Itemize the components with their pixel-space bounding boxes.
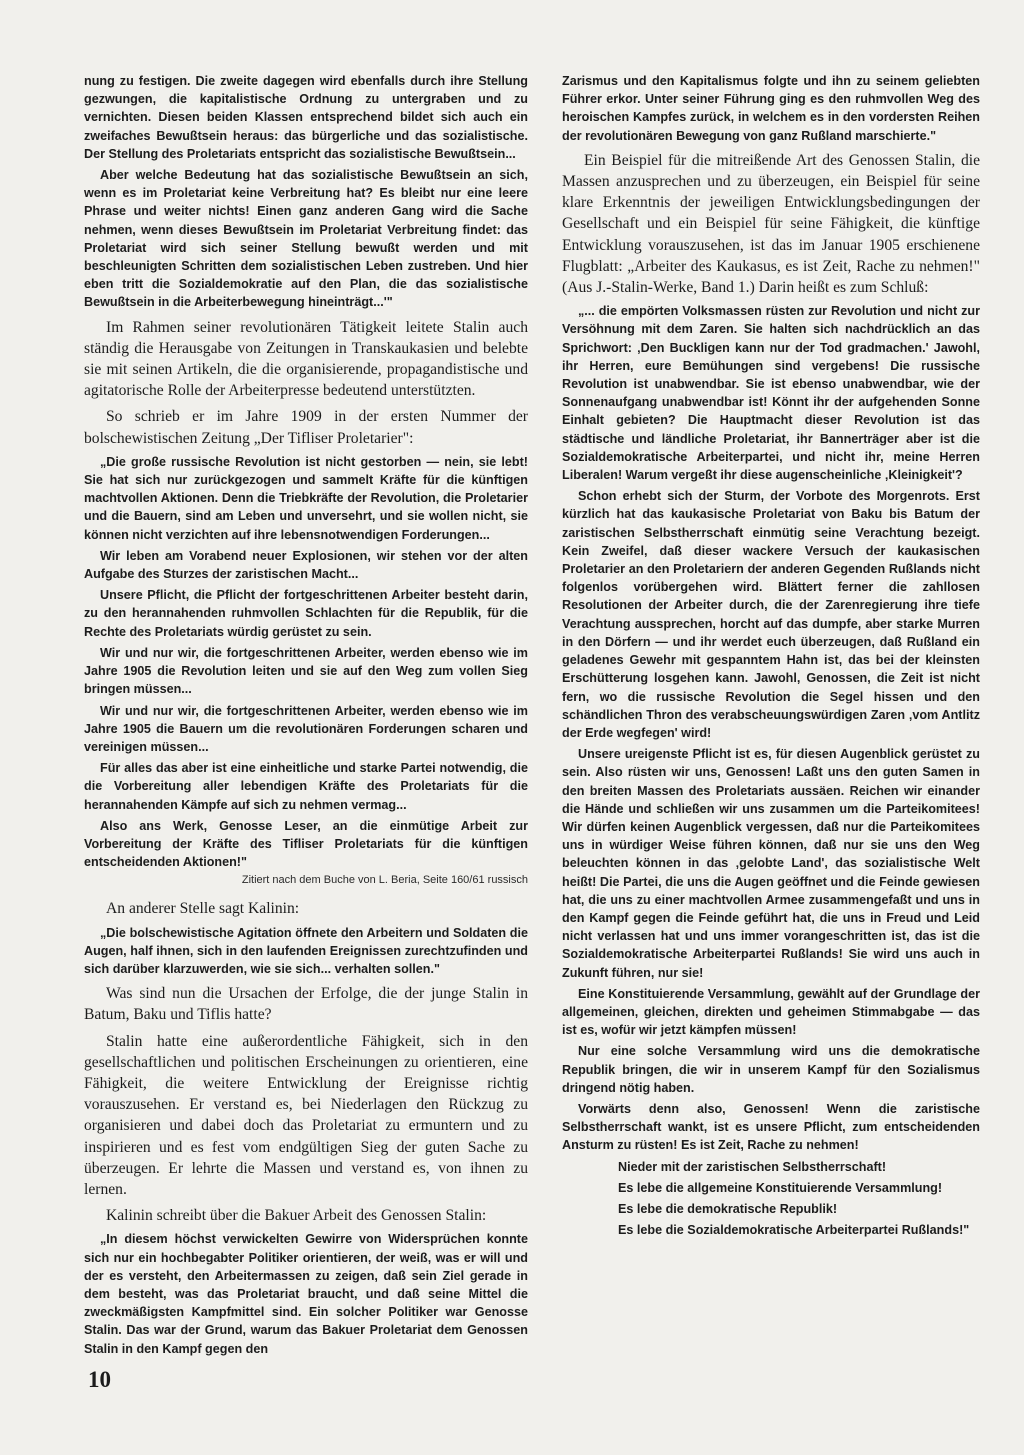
body-paragraph: Ein Beispiel für die mitreißende Art des Genossen Stalin, die Massen anzusprechen und zu überzeugen, ein Beispiel für seine klare Erkenntnis der jeweiligen Entwicklungsbedingungen der Gesellschaft und ein Beispiel für seine Fähigkeit, die künftige Entwicklung vorauszusehen, ist das im Januar 1905 erschienene Flugblatt: „Arbeiter des Kaukasus, es ist Zeit, Rache zu nehmen!" (Aus J.-Stalin-Werke, Band 1.) Darin heißt es zum Schluß: (562, 151, 980, 297)
right-column (562, 72, 980, 1242)
quote-paragraph: Eine Konstituierende Versammlung, gewählt auf der Grundlage der allgemeinen, gleichen, direkten und geheimen Stimmabgabe — das ist es, wofür wir jetzt kämpfen müssen! (562, 986, 980, 1038)
page-number: 10 (88, 1367, 111, 1392)
body-paragraph: Was sind nun die Ursachen der Erfolge, die der junge Stalin in Batum, Baku und Tiflis hatte? (84, 985, 528, 1024)
quote-paragraph: „Die bolschewistische Agitation öffnete den Arbeitern und Soldaten die Augen, half ihnen, sich in den laufenden Ereignissen zurechtzufinden und sich darüber klarzuwerden, wie sie sich... verhalten sollen." (84, 925, 528, 976)
quote-paragraph: Wir leben am Vorabend neuer Explosionen, wir stehen vor der alten Aufgabe des Sturzes der zaristischen Macht... (84, 548, 528, 582)
body-paragraph: So schrieb er im Jahre 1909 in der ersten Nummer der bolschewistischen Zeitung „Der Tifliser Proletarier": (84, 408, 528, 447)
quote-paragraph: nung zu festigen. Die zweite dagegen wird ebenfalls durch ihre Stellung gezwungen, die kapitalistische Ordnung zu untergraben und zu vernichten. Diesen beiden Klassen entsprechend bildet sich auch ein zweifaches Bewußtsein heraus: das bürgerliche und das sozialistische. Der Stellung des Proletariats entspricht das sozialistische Bewußtsein... (84, 74, 528, 161)
slogan: Nieder mit der zaristischen Selbstherrschaft! (618, 1159, 887, 1174)
quote-paragraph: „Die große russische Revolution ist nicht gestorben — nein, sie lebt! Sie hat sich nur zurückgezogen und sammelt Kräfte für die künftigen machtvollen Aktionen. Denn die Triebkräfte der Revolution, die Proletarier und die Bauern, sind am Leben und unversehrt, und sie wollen nicht, sie können nicht verzichten auf ihre lebensnotwendigen Forderungen... (84, 454, 528, 542)
slogan: Es lebe die demokratische Republik! (618, 1201, 838, 1216)
body-paragraph: Kalinin schreibt über die Bakuer Arbeit des Genossen Stalin: (106, 1207, 487, 1225)
left-column (84, 72, 528, 1361)
body-paragraph: Im Rahmen seiner revolutionären Tätigkeit leitete Stalin auch ständig die Herausgabe von Zeitungen in Transkaukasien und belebte sie mit seinen Artikeln, die die organisierende, propagandistische und agitatorische Rolle der Arbeiterpresse bedeutend unterstützten. (84, 318, 528, 400)
quote-paragraph: „In diesem höchst verwickelten Gewirre von Widersprüchen konnte sich nur ein hochbegabter Politiker orientieren, der weiß, was er will und der es versteht, den Arbeitermassen zu zeigen, daß sein Ziel gerade in dem besteht, was das Proletariat braucht, und daß seine Mittel die zweckmäßigsten Kampfmittel sind. Ein solcher Politiker war Genosse Stalin. Das war der Grund, warum das Bakuer Proletariat dem Genossen Stalin in den Kampf gegen den (84, 1232, 528, 1356)
slogan: Es lebe die Sozialdemokratische Arbeiterpartei Rußlands!" (618, 1223, 970, 1238)
quote-paragraph: Vorwärts denn also, Genossen! Wenn die zaristische Selbstherrschaft wankt, ist es unsere Pflicht, zum entscheidenden Ansturm zu rüsten! Es ist Zeit, Rache zu nehmen! (562, 1101, 980, 1153)
slogan: Es lebe die allgemeine Konstituierende Versammlung! (618, 1180, 943, 1195)
quote-paragraph: Wir und nur wir, die fortgeschrittenen Arbeiter, werden ebenso wie im Jahre 1905 die Revolution leiten und sie auf den Weg zum vollen Sieg bringen müssen... (84, 645, 528, 697)
quote-paragraph: Wir und nur wir, die fortgeschrittenen Arbeiter, werden ebenso wie im Jahre 1905 die Bauern um die revolutionären Forderungen scharen und vereinigen müssen... (84, 703, 528, 754)
quote-paragraph: Schon erhebt sich der Sturm, der Vorbote des Morgenrots. Erst kürzlich hat das kaukasische Proletariat von Baku bis Batum der zaristischen Selbstherrschaft einmütig seine Verachtung bezeigt. Kein Zweifel, daß dieser wackere Versuch der kaukasischen Proletarier an den Proletariern der anderen Gegenden Rußlands nicht folgenlos vorübergehen wird. Blättert ferner die zahllosen Resolutionen der Arbeiter durch, die der Zarenregierung ihre tiefe Verachtung aussprechen, horcht auf das dumpfe, aber starke Murren in den Dörfern — und ihr werdet euch überzeugen, daß Rußland ein geladenes Gewehr mit gespanntem Hahn ist, das bei der kleinsten Erschütterung losgehen kann. Jawohl, Genossen, die Zeit ist nicht fern, wo die russische Revolution die Segel hissen und den schändlichen Thron des verabscheuungswürdigen Zaren ‚vom Antlitz der Erde wegfegen' wird! (562, 489, 980, 740)
slogan-list (618, 1158, 980, 1240)
body-paragraph: Stalin hatte eine außerordentliche Fähigkeit, sich in den gesellschaftlichen und politischen Erscheinungen zu orientieren, eine Fähigkeit, die weitere Entwicklung der Ereignisse richtig vorauszusehen. Er verstand es, bei Niederlagen den Rückzug zu organisieren und dabei doch das Proletariat zu ermuntern und zu inspirieren und es fest vom endgültigen Sieg der guten Sache zu überzeugen. Er lehrte die Massen und verstand es, von ihnen zu lernen. (84, 1032, 528, 1198)
quote-paragraph: Unsere Pflicht, die Pflicht der fortgeschrittenen Arbeiter besteht darin, zu den herannahenden ruhmvollen Schlachten für die Republik, für die Rechte des Proletariats würdig gerüstet zu sein. (84, 588, 528, 639)
body-paragraph: An anderer Stelle sagt Kalinin: (106, 900, 300, 918)
quote-paragraph: Nur eine solche Versammlung wird uns die demokratische Republik bringen, die wir in unserem Kampf für den Sozialismus dringend nötig haben. (562, 1044, 980, 1095)
quote-paragraph: Also ans Werk, Genosse Leser, an die einmütige Arbeit zur Vorbereitung der Kräfte des Tifliser Proletariats für die künftigen entscheidenden Aktionen!" (84, 818, 528, 870)
citation: Zitiert nach dem Buche von L. Beria, Seite 160/61 russisch (241, 874, 528, 887)
quote-paragraph: „... die empörten Volksmassen rüsten zur Revolution und nicht zur Versöhnung mit dem Zaren. Sie halten sich nachdrücklich an das Sprichwort: ‚Den Buckligen kann nur der Tod gradmachen.' Jawohl, ihr Herren, eure Bemühungen sind vergebens! Die russische Revolution ist unabwendbar. Sie ist ebenso unabwendbar, wie der Sonnenaufgang unabwendbar ist! Könnt ihr der aufgehenden Sonne Einhalt gebieten? Die Hauptmacht dieser Revolution ist das städtische und ländliche Proletariat, ihr Bannerträger aber ist die Sozialdemokratische Arbeiterpartei, und nicht ihr, meine Herren Liberalen! Warum vergeßt ihr diese augenscheinliche ‚Kleinigkeit'? (562, 304, 980, 483)
quote-paragraph: Zarismus und den Kapitalismus folgte und ihn zu seinem geliebten Führer erkor. Unter seiner Führung ging es den ruhmvollen Weg des heroischen Kampfes zurück, in welchem es in den vordersten Reihen der revolutionären Bewegung von ganz Rußland marschierte." (562, 74, 980, 143)
quote-paragraph: Unsere ureigenste Pflicht ist es, für diesen Augenblick gerüstet zu sein. Also rüsten wir uns, Genossen! Laßt uns den guten Samen in den breiten Massen des Proletariats aussäen. Reichen wir einander die Hände und schließen wir uns zusammen um die Parteikomitees! Wir dürfen keinen Augenblick vergessen, daß nur die Parteikomitees uns in würdiger Weise führen können, daß nur sie uns den Weg beleuchten können in das ‚gelobte Land', das sozialistische Welt heißt! Die Partei, die uns die Augen geöffnet und die Feinde gewiesen hat, die uns zu einer machtvollen Armee zusammengefaßt und uns in den Kampf gegen die Feinde geführt hat, die uns in Freud und Leid nicht verlassen hat und uns immer vorangeschritten ist, das ist die Sozialdemokratische Arbeiterpartei Rußlands! Sie wird uns auch in Zukunft führen, nur sie! (562, 747, 980, 980)
quote-paragraph: Für alles das aber ist eine einheitliche und starke Partei notwendig, die die Vorbereitung aller lebendigen Kräfte des Proletariats für die herannahenden Kämpfe auf sich zu nehmen vermag... (84, 761, 528, 812)
quote-paragraph: Aber welche Bedeutung hat das sozialistische Bewußtsein an sich, wenn es im Proletariat keine Verbreitung hat? Es bleibt nur eine leere Phrase und weiter nichts! Einen ganz anderen Gang wird die Sache nehmen, wenn dieses Bewußtsein im Proletariat Verbreitung findet: das Proletariat wird sich seiner Stellung bewußt werden und mit beschleunigten Schritten dem sozialistischen Leben zustreben. Und hier eben tritt die Sozialdemokratie auf den Plan, die das sozialistische Bewußtsein in die Arbeiterbewegung hineinträgt...'" (84, 168, 528, 310)
